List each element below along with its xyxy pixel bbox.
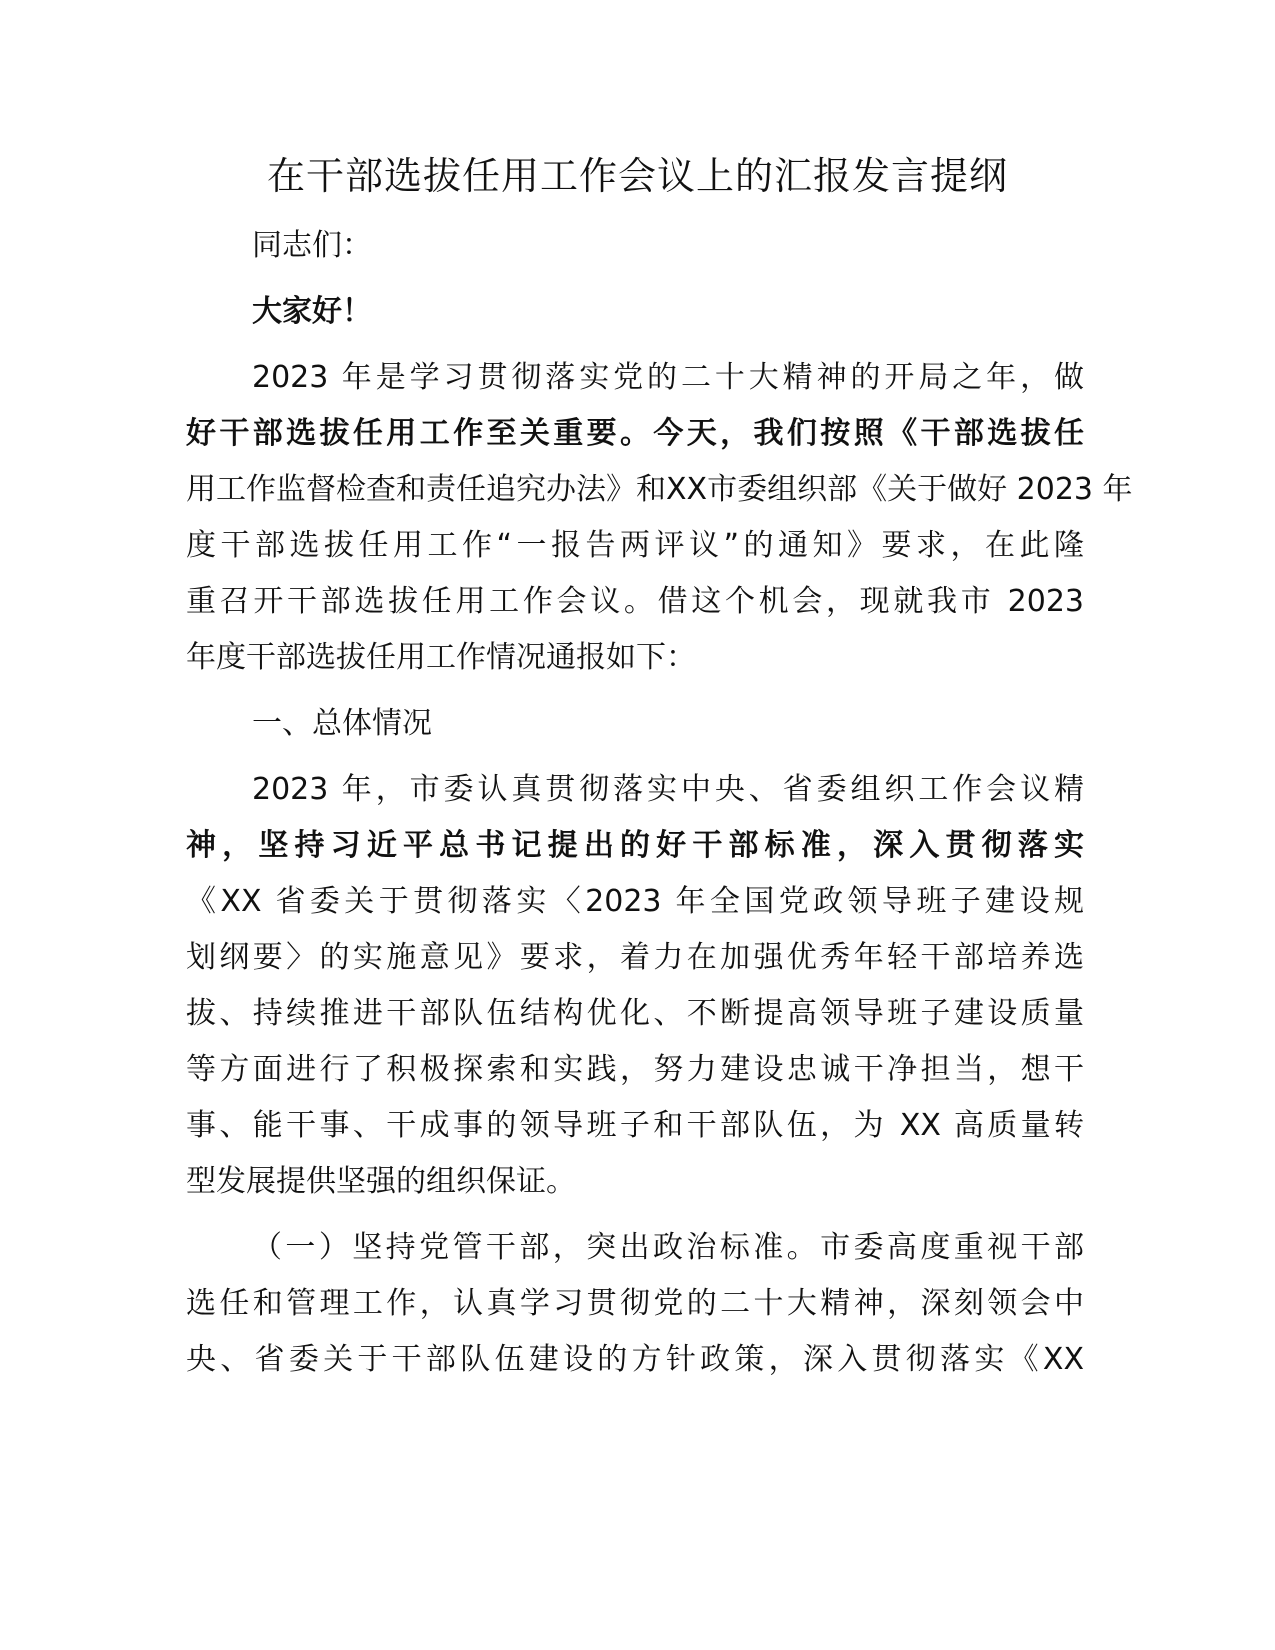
paragraph-line: 拔、持续推进干部队伍结构优化、不断提高领导班子建设质量	[186, 996, 1084, 1031]
paragraph-line: 型发展提供坚强的组织保证。	[186, 1164, 576, 1199]
paragraph-line: 度干部选拔任用工作“一报告两评议”的通知》要求，在此隆	[186, 528, 1084, 563]
paragraph-line: 选任和管理工作，认真学习贯彻党的二十大精神，深刻领会中	[186, 1286, 1084, 1321]
paragraph-line: 好干部选拔任用工作至关重要。今天，我们按照《干部选拔任	[186, 416, 1084, 451]
paragraph-line: 央、省委关于干部队伍建设的方针政策，深入贯彻落实《XX	[186, 1342, 1084, 1377]
paragraph-line: 用工作监督检查和责任追究办法》和XX市委组织部《关于做好 2023 年	[186, 472, 1133, 507]
greeting: 大家好！	[252, 294, 372, 329]
paragraph-line: 等方面进行了积极探索和实践，努力建设忠诚干净担当，想干	[186, 1052, 1084, 1087]
paragraph-line: 《XX 省委关于贯彻落实〈2023 年全国党政领导班子建设规	[186, 884, 1084, 919]
paragraph-line: 划纲要〉的实施意见》要求，着力在加强优秀年轻干部培养选	[186, 940, 1084, 975]
paragraph-line: 2023 年，市委认真贯彻落实中央、省委组织工作会议精	[252, 772, 1084, 807]
paragraph-line: 2023 年是学习贯彻落实党的二十大精神的开局之年，做	[252, 360, 1084, 395]
document-title: 在干部选拔任用工作会议上的汇报发言提纲	[266, 154, 1008, 198]
paragraph-line: 神，坚持习近平总书记提出的好干部标准，深入贯彻落实	[186, 828, 1084, 863]
paragraph-line: 重召开干部选拔任用工作会议。借这个机会，现就我市 2023	[186, 584, 1084, 619]
paragraph-line: 事、能干事、干成事的领导班子和干部队伍，为 XX 高质量转	[186, 1108, 1084, 1143]
section-heading: 一、总体情况	[252, 706, 432, 741]
paragraph-line: 年度干部选拔任用工作情况通报如下：	[186, 640, 696, 675]
salutation: 同志们：	[252, 228, 372, 263]
paragraph-line: （一）坚持党管干部，突出政治标准。市委高度重视干部	[252, 1230, 1084, 1265]
